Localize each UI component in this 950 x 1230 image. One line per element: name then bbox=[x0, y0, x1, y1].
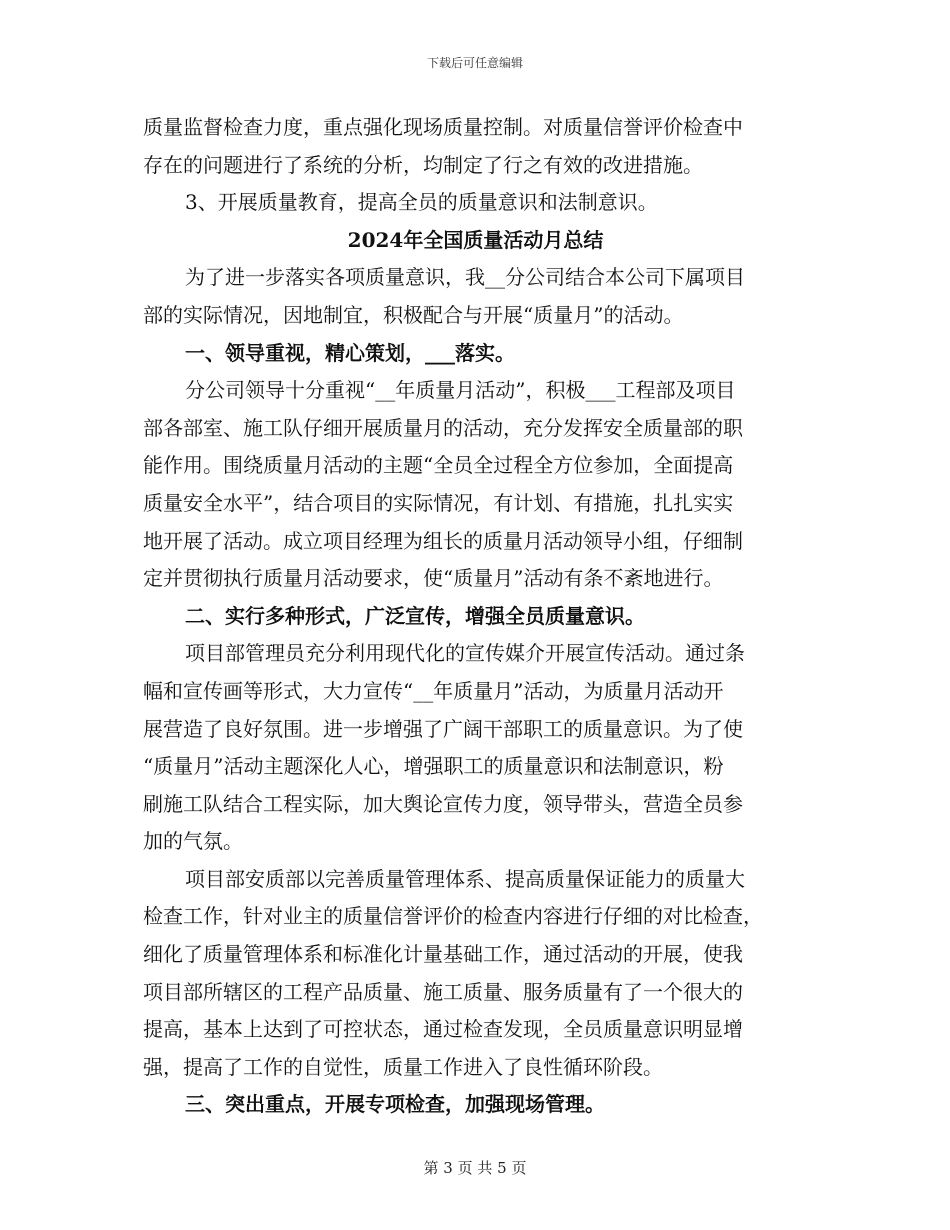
page-number: 第 3 页 共 5 页 bbox=[423, 1159, 527, 1177]
body-line: 细化了质量管理体系和标准化计量基础工作，通过活动的开展，使我 bbox=[143, 942, 743, 967]
document-body bbox=[143, 109, 808, 1124]
body-line: 部的实际情况，因地制宜，积极配合与开展“质量月”的活动。 bbox=[143, 302, 684, 327]
body-line: “质量月”活动主题深化人心，增强职工的质量意识和法制意识，粉 bbox=[143, 754, 724, 779]
body-line: 地开展了活动。成立项目经理为组长的质量月活动领导小组，仔细制 bbox=[143, 528, 743, 553]
paragraph-start: 项目部安质部以完善质量管理体系、提高质量保证能力的质量大 bbox=[185, 866, 745, 891]
list-item-3: 3、开展质量教育，提高全员的质量意识和法制意识。 bbox=[185, 190, 658, 215]
page-header: 下载后可任意编辑 bbox=[426, 56, 523, 70]
body-line: 项目部所辖区的工程产品质量、施工质量、服务质量有了一个很大的 bbox=[143, 979, 743, 1004]
body-line: 存在的问题进行了系统的分析，均制定了行之有效的改进措施。 bbox=[143, 152, 703, 177]
body-line: 展营造了良好氛围。进一步增强了广阔干部职工的质量意识。为了使 bbox=[143, 716, 743, 741]
document-title: 2024年全国质量活动月总结 bbox=[347, 227, 604, 252]
body-line: 检查工作，针对业主的质量信誉评价的检查内容进行仔细的对比检查， bbox=[143, 904, 763, 929]
paragraph-start: 为了进一步落实各项质量意识，我__分公司结合本公司下属项目 bbox=[185, 265, 745, 290]
paragraph-start: 分公司领导十分重视“__年质量月活动”，积极___工程部及项目 bbox=[185, 378, 736, 403]
section-heading-3: 三、突出重点，开展专项检查，加强现场管理。 bbox=[185, 1092, 605, 1117]
body-line: 加的气氛。 bbox=[143, 829, 243, 854]
body-line: 质量安全水平”，结合项目的实际情况，有计划、有措施，扎扎实实 bbox=[143, 490, 734, 515]
section-heading-1: 一、领导重视，精心策划，___落实。 bbox=[185, 340, 515, 365]
body-line: 强，提高了工作的自觉性，质量工作进入了良性循环阶段。 bbox=[143, 1054, 663, 1079]
body-line: 刷施工队结合工程实际，加大舆论宣传力度，领导带头，营造全员参 bbox=[143, 791, 743, 816]
body-line: 质量监督检查力度，重点强化现场质量控制。对质量信誉评价检查中 bbox=[143, 115, 743, 139]
paragraph-start: 项目部管理员充分利用现代化的宣传媒介开展宣传活动。通过条 bbox=[185, 641, 745, 666]
body-line: 能作用。围绕质量月活动的主题“全员全过程全方位参加，全面提高 bbox=[143, 453, 734, 478]
body-line: 部各部室、施工队仔细开展质量月的活动，充分发挥安全质量部的职 bbox=[143, 415, 743, 440]
section-heading-2: 二、实行多种形式，广泛宣传，增强全员质量意识。 bbox=[185, 603, 645, 628]
body-line: 定并贯彻执行质量月活动要求，使“质量月”活动有条不紊地进行。 bbox=[143, 566, 724, 591]
body-line: 提高，基本上达到了可控状态，通过检查发现，全员质量意识明显增 bbox=[143, 1017, 743, 1042]
body-line: 幅和宣传画等形式，大力宣传“__年质量月”活动，为质量月活动开 bbox=[143, 678, 724, 703]
